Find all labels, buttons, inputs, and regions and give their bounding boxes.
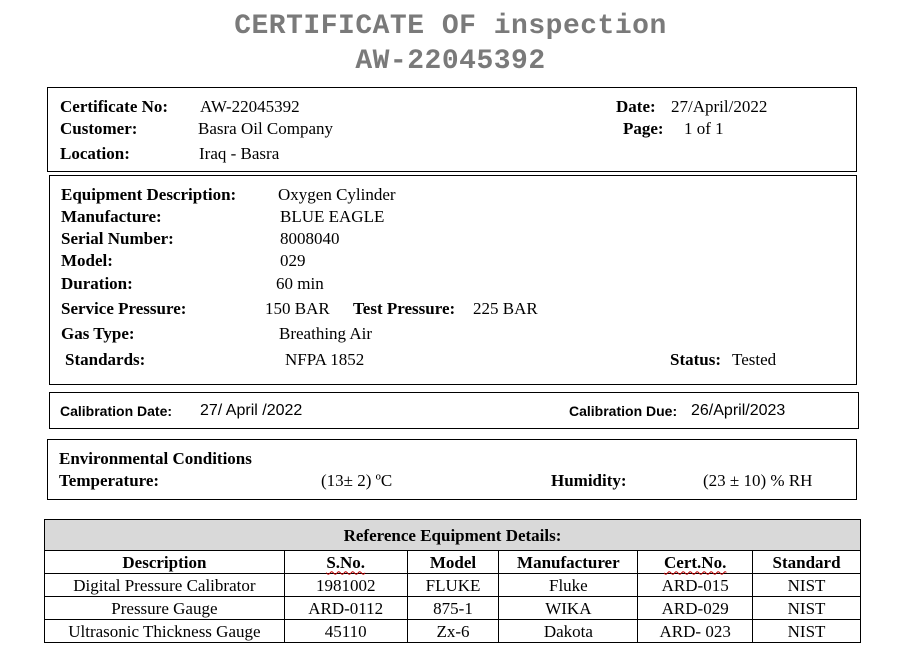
column-header-cert-no: Cert.No.	[638, 551, 753, 574]
page-value: 1 of 1	[684, 119, 724, 138]
table-cell: NIST	[753, 574, 861, 597]
environment-box	[47, 439, 857, 500]
calibration-box	[49, 392, 859, 429]
temperature-label: Temperature:	[59, 471, 160, 490]
table-cell: WIKA	[499, 597, 638, 620]
test-pressure-value: 225 BAR	[473, 299, 538, 318]
table-row	[45, 574, 861, 597]
standards-label: Standards:	[65, 350, 146, 369]
serial-number-label: Serial Number:	[61, 229, 174, 248]
table-cell: NIST	[753, 597, 861, 620]
column-header-model: Model	[407, 551, 499, 574]
table-cell: ARD-015	[638, 574, 753, 597]
calibration-date-label: Calibration Date:	[60, 403, 173, 419]
table-cell: 875-1	[407, 597, 499, 620]
equipment-box	[49, 175, 857, 385]
duration-label: Duration:	[61, 274, 133, 293]
table-cell: Zx-6	[407, 620, 499, 643]
reference-equipment-table	[44, 519, 861, 643]
table-row	[45, 620, 861, 643]
model-label: Model:	[61, 251, 113, 270]
table-row	[45, 597, 861, 620]
cert-no-label: Certificate No:	[60, 97, 169, 116]
table-cell: Ultrasonic Thickness Gauge	[45, 620, 285, 643]
cert-no-value: AW-22045392	[200, 97, 300, 116]
gas-type-value: Breathing Air	[279, 324, 373, 343]
certificate-number-title: AW-22045392	[355, 46, 546, 77]
service-pressure-label: Service Pressure:	[61, 299, 187, 318]
date-value: 27/April/2022	[671, 97, 768, 116]
location-label: Location:	[60, 144, 130, 163]
reference-table-caption: Reference Equipment Details:	[45, 520, 861, 551]
calibration-date-value: 27/ April /2022	[200, 402, 303, 419]
table-header-row	[45, 551, 861, 574]
model-value: 029	[280, 251, 306, 270]
location-value: Iraq - Basra	[199, 144, 280, 163]
humidity-value: (23 ± 10) % RH	[703, 471, 813, 490]
humidity-label: Humidity:	[551, 471, 627, 490]
table-cell: 45110	[284, 620, 407, 643]
environment-heading: Environmental Conditions	[59, 449, 252, 468]
serial-number-value: 8008040	[280, 229, 340, 248]
customer-value: Basra Oil Company	[198, 119, 334, 138]
table-cell: ARD- 023	[638, 620, 753, 643]
manufacture-value: BLUE EAGLE	[280, 207, 385, 226]
calibration-due-label: Calibration Due:	[569, 403, 678, 419]
table-cell: Dakota	[499, 620, 638, 643]
table-cell: NIST	[753, 620, 861, 643]
table-cell: Pressure Gauge	[45, 597, 285, 620]
equipment-description-value: Oxygen Cylinder	[278, 185, 396, 204]
table-cell: ARD-029	[638, 597, 753, 620]
table-cell: 1981002	[284, 574, 407, 597]
table-cell: Fluke	[499, 574, 638, 597]
table-cell: ARD-0112	[284, 597, 407, 620]
gas-type-label: Gas Type:	[61, 324, 135, 343]
customer-label: Customer:	[60, 119, 138, 138]
column-header-sno: S.No.	[284, 551, 407, 574]
table-cell: FLUKE	[407, 574, 499, 597]
calibration-due-value: 26/April/2023	[691, 402, 786, 419]
certificate-title: CERTIFICATE OF inspection	[234, 11, 667, 42]
column-header-description: Description	[45, 551, 285, 574]
column-header-manufacturer: Manufacturer	[499, 551, 638, 574]
standards-value: NFPA 1852	[285, 350, 365, 369]
test-pressure-label: Test Pressure:	[353, 299, 456, 318]
date-label: Date:	[616, 97, 656, 116]
table-cell: Digital Pressure Calibrator	[45, 574, 285, 597]
column-header-standard: Standard	[753, 551, 861, 574]
service-pressure-value: 150 BAR	[265, 299, 330, 318]
page-label: Page:	[623, 119, 664, 138]
header-box	[47, 87, 857, 172]
status-label: Status:	[670, 350, 722, 369]
manufacture-label: Manufacture:	[61, 207, 162, 226]
status-value: Tested	[732, 350, 777, 369]
duration-value: 60 min	[276, 274, 324, 293]
equipment-description-label: Equipment Description:	[61, 185, 237, 204]
temperature-value: (13± 2) ºC	[321, 471, 393, 490]
